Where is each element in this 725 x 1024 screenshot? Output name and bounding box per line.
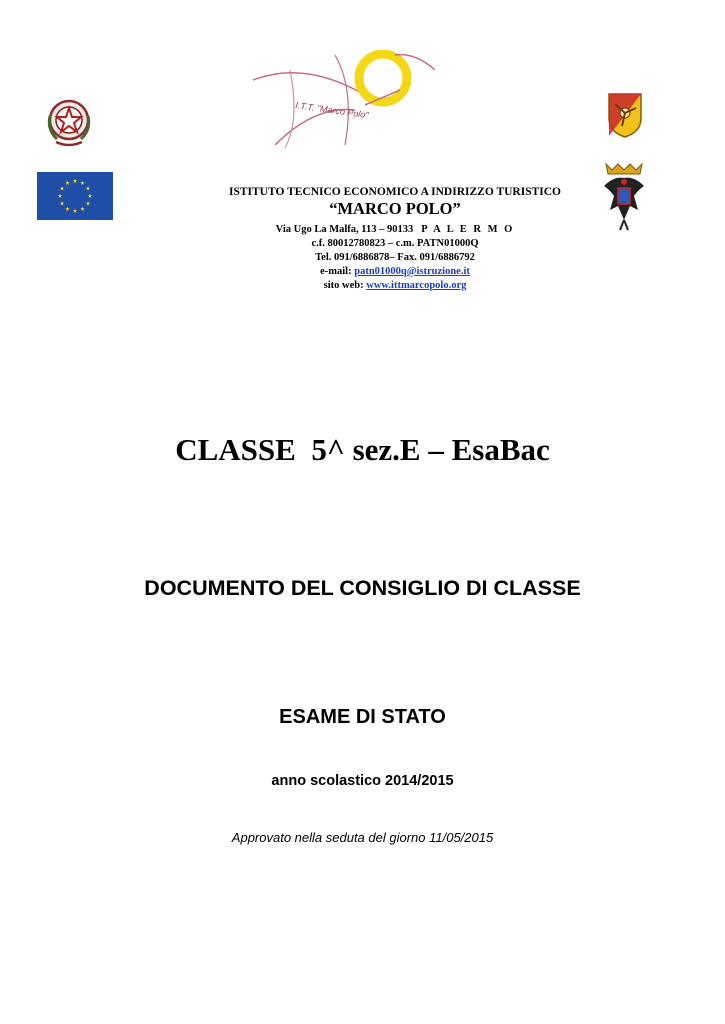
email-line <box>150 265 640 278</box>
website-line <box>150 279 640 292</box>
school-logo-text: I.T.T. "Marco Polo" <box>294 100 370 121</box>
document-title: DOCUMENTO DEL CONSIGLIO DI CLASSE <box>144 576 581 600</box>
italian-republic-emblem-icon <box>44 96 94 148</box>
approval-date: Approvato nella seduta del giorno 11/05/2015 <box>231 830 494 845</box>
school-address <box>150 223 640 236</box>
email-link[interactable]: patn01000q@istruzione.it <box>354 266 470 277</box>
school-logo <box>245 50 440 150</box>
website-link[interactable]: www.ittmarcopolo.org <box>366 280 467 291</box>
street-address: Via Ugo La Malfa, 113 – 90133 <box>275 224 414 235</box>
city-name: P A L E R M O <box>421 224 515 235</box>
website-label: sito web: <box>323 280 364 291</box>
school-year: anno scolastico 2014/2015 <box>271 773 454 789</box>
sicily-region-shield-icon <box>607 92 643 138</box>
phone-fax: Tel. 091/6886878– Fax. 091/6886792 <box>315 252 475 263</box>
class-title: CLASSE 5^ sez.E – EsaBac <box>175 432 550 467</box>
institute-type: ISTITUTO TECNICO ECONOMICO A INDIRIZZO TURISTICO <box>229 186 561 198</box>
european-union-flag-icon <box>37 172 113 220</box>
fiscal-codes: c.f. 80012780823 – c.m. PATN01000Q <box>311 238 479 249</box>
exam-title: ESAME DI STATO <box>279 706 446 728</box>
email-label: e-mail: <box>320 266 352 277</box>
school-name: “MARCO POLO” <box>329 199 461 218</box>
